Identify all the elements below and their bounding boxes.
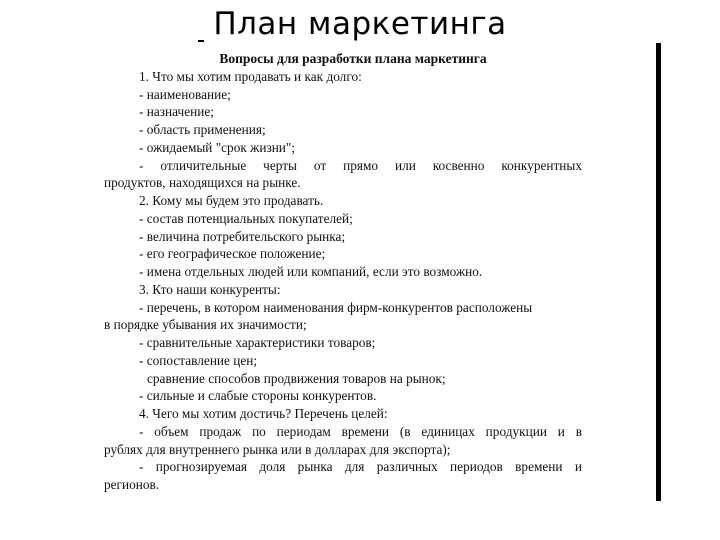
doc-line: сравнение способов продвижения товаров на рынок;: [147, 370, 446, 386]
title-mark: [198, 40, 204, 42]
doc-line: - величина потребительского рынка;: [139, 228, 346, 244]
doc-line: - имена отдельных людей или компаний, если это возможно.: [139, 264, 483, 279]
doc-line: 2. Кому мы будем это продавать.: [139, 193, 324, 208]
doc-line: - отличительные черты от прямо или косвенно конкурентных: [139, 157, 582, 173]
doc-line: в порядке убывания их значимости;: [104, 317, 307, 333]
doc-line: 4. Чего мы хотим достичь? Перечень целей:: [139, 406, 388, 421]
doc-line: регионов.: [104, 477, 160, 492]
doc-line: - область применения;: [139, 122, 266, 137]
doc-line: 3. Кто наши конкуренты:: [139, 281, 281, 297]
doc-line: - сильные и слабые стороны конкурентов.: [139, 388, 377, 404]
scanned-document: [104, 50, 582, 494]
doc-line: рублях для внутреннего рынка или в долларах для экспорта);: [104, 441, 451, 457]
doc-line: - прогнозируемая доля рынка для различных периодов времени и: [139, 459, 582, 475]
doc-line: - сравнительные характеристики товаров;: [139, 335, 376, 350]
doc-line: - объем продаж по периодам времени (в единицах продукции и в: [139, 423, 582, 439]
doc-line: продуктов, находящихся на рынке.: [104, 175, 301, 191]
doc-line: - состав потенциальных покупателей;: [139, 210, 353, 226]
doc-line: - ожидаемый "срок жизни";: [139, 139, 296, 155]
doc-line: - сопоставление цен;: [139, 352, 258, 368]
doc-line: - его географическое положение;: [139, 246, 326, 262]
doc-line: - перечень, в котором наименования фирм-конкурентов расположены: [139, 299, 533, 315]
doc-line: - назначение;: [139, 104, 214, 120]
doc-line: 1. Что мы хотим продавать и как долго:: [139, 68, 362, 84]
document-heading: Вопросы для разработки плана маркетинга: [219, 51, 487, 66]
right-border-bar: [656, 43, 661, 501]
doc-line: - наименование;: [139, 86, 231, 102]
slide-title: План маркетинга: [213, 6, 507, 42]
